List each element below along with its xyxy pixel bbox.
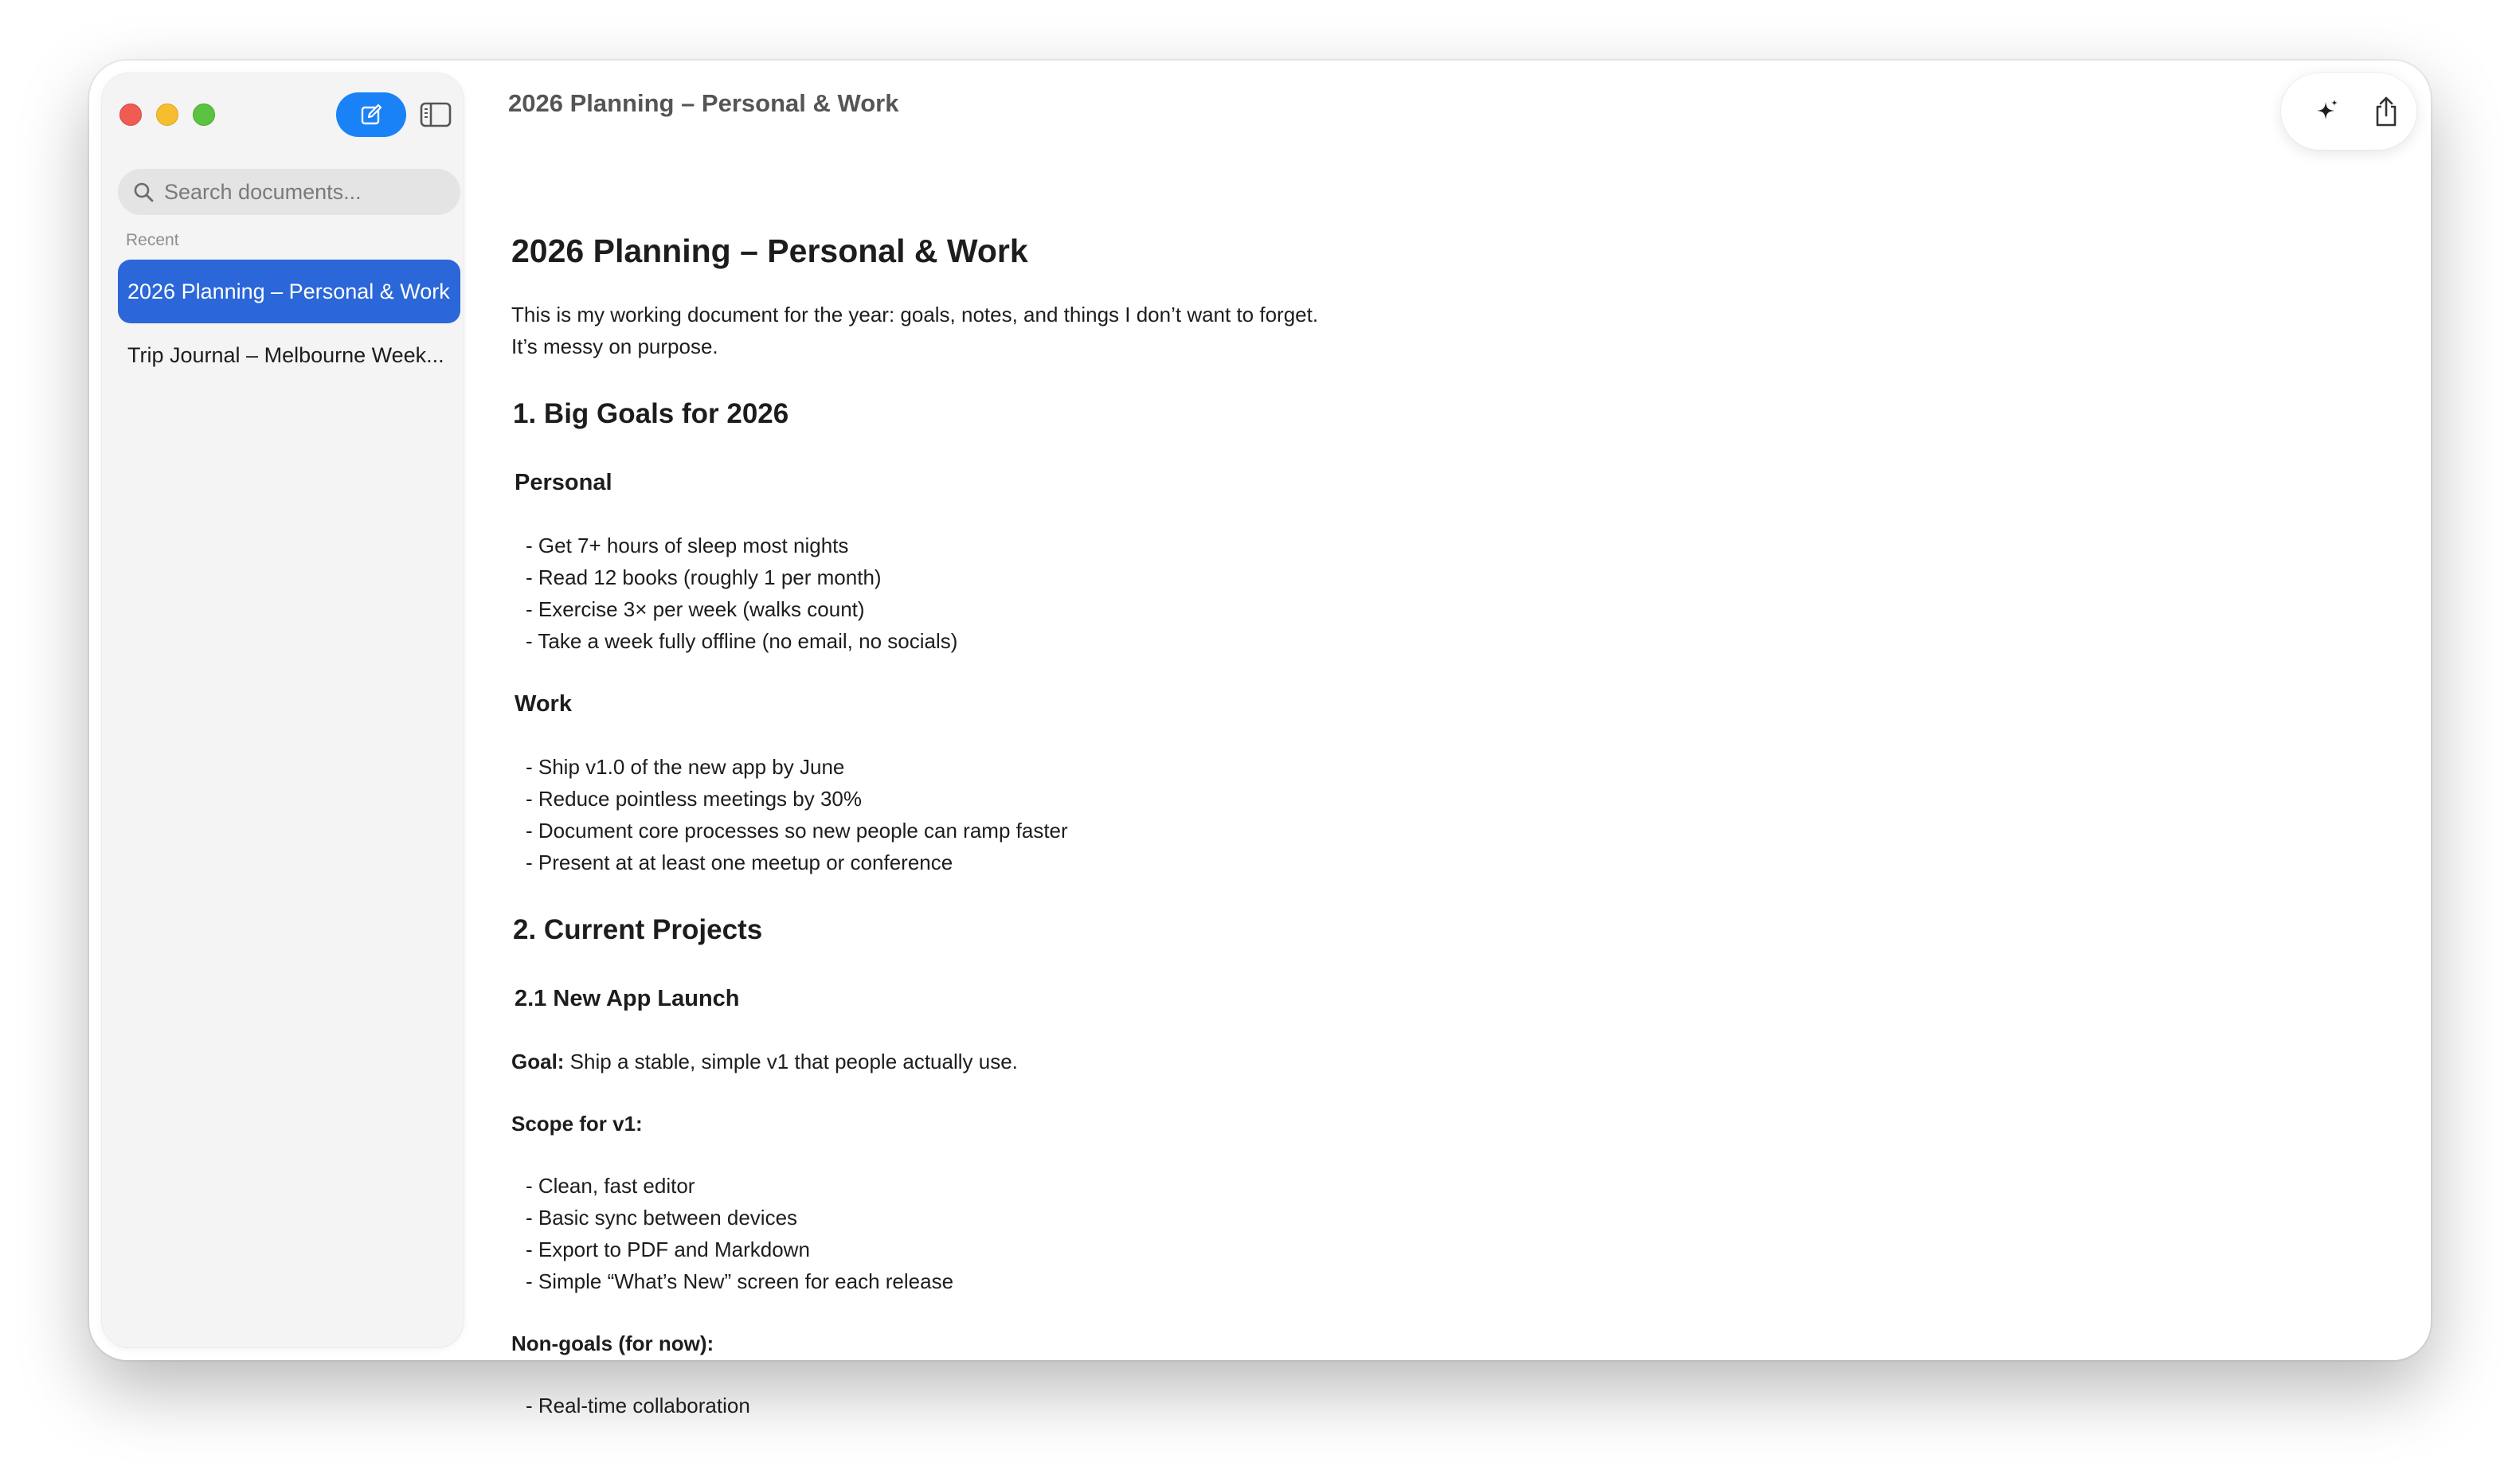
toggle-sidebar-button[interactable] — [419, 99, 452, 131]
list-item: - Exercise 3× per week (walks count) — [526, 597, 865, 621]
sidebar-icon — [420, 102, 452, 127]
intro-text: This is my working document for the year: goals, notes, and things I don’t want to forget. — [511, 303, 1319, 326]
share-button[interactable] — [2361, 78, 2412, 145]
list-item: - Simple “What’s New” screen for each release — [526, 1269, 954, 1293]
search-input[interactable] — [162, 179, 452, 205]
list-item: - Basic sync between devices — [526, 1206, 798, 1230]
list-item: - Present at at least one meetup or conference — [526, 850, 953, 874]
list-item: - Reduce pointless meetings by 30% — [526, 787, 863, 811]
subsection-heading: Work — [515, 691, 572, 717]
list-item: - Read 12 books (roughly 1 per month) — [526, 565, 882, 589]
window-title: 2026 Planning – Personal & Work — [508, 89, 899, 117]
compose-icon — [359, 103, 383, 127]
list-item: - Export to PDF and Markdown — [526, 1238, 810, 1261]
list-item: - Get 7+ hours of sleep most nights — [526, 534, 849, 557]
list-item: - Ship v1.0 of the new app by June — [526, 755, 845, 779]
list-item: - Take a week fully offline (no email, no socials) — [526, 629, 958, 653]
document-list-item-selected[interactable]: 2026 Planning – Personal & Work — [118, 260, 460, 323]
section-heading: 1. Big Goals for 2026 — [513, 398, 789, 429]
new-document-button[interactable] — [336, 92, 406, 137]
goal-label: Goal: — [511, 1050, 565, 1073]
intro-text: It’s messy on purpose. — [511, 334, 718, 358]
list-item: - Clean, fast editor — [526, 1174, 695, 1198]
scope-label: Scope for v1: — [511, 1112, 643, 1136]
minimize-window-button[interactable] — [156, 104, 178, 126]
sparkle-icon — [2313, 97, 2342, 126]
goal-line — [511, 1050, 1018, 1074]
document-title: 2026 Planning – Personal & Work — [511, 233, 1028, 269]
subsection-heading: Personal — [515, 470, 612, 495]
maximize-window-button[interactable] — [193, 104, 215, 126]
sidebar — [102, 73, 464, 1347]
document-list-item[interactable]: Trip Journal – Melbourne Week... — [127, 342, 444, 367]
list-item: - Document core processes so new people can ramp faster — [526, 819, 1068, 843]
non-goals-label: Non-goals (for now): — [511, 1331, 714, 1355]
share-icon — [2373, 96, 2400, 127]
recent-section-label: Recent — [126, 231, 179, 249]
ai-assist-button[interactable] — [2294, 78, 2361, 145]
close-window-button[interactable] — [119, 104, 142, 126]
goal-text: Ship a stable, simple v1 that people actually use. — [564, 1050, 1018, 1073]
search-icon — [132, 181, 155, 203]
search-field[interactable] — [118, 169, 460, 215]
list-item: - Real-time collaboration — [526, 1394, 750, 1417]
document-editor[interactable] — [511, 164, 2383, 1417]
section-heading: 2. Current Projects — [513, 914, 763, 945]
subsection-heading: 2.1 New App Launch — [515, 986, 740, 1011]
app-window — [89, 61, 2431, 1417]
